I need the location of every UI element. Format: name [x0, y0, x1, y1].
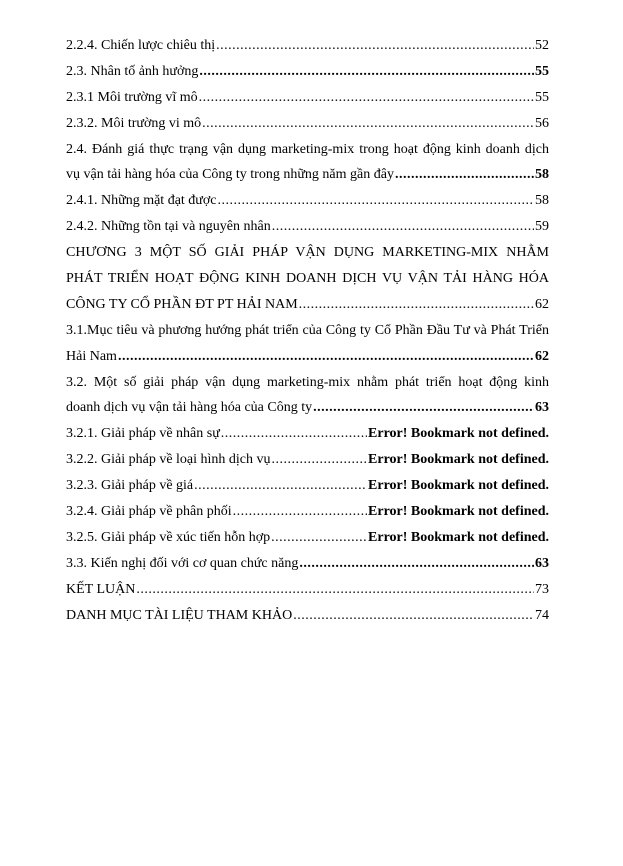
dot-leader	[199, 85, 534, 111]
toc-entry-chapter[interactable]	[66, 240, 549, 318]
toc-entry-title: DANH MỤC TÀI LIỆU THAM KHẢO	[66, 607, 293, 623]
toc-entry-title: 2.4.2. Những tồn tại và nguyên nhân	[66, 219, 271, 235]
dot-leader	[299, 551, 534, 577]
toc-entry-title-line: CHƯƠNG 3 MỘT SỐ GIẢI PHÁP VẬN DỤNG MARKETING-MIX NHẰM	[66, 245, 549, 261]
toc-page-error: Error! Bookmark not defined.	[368, 452, 549, 468]
toc-page-number: 58	[535, 193, 549, 209]
toc-page-number: 55	[535, 63, 549, 79]
toc-page-number: 73	[535, 581, 549, 597]
dot-leader	[272, 214, 534, 240]
toc-entry[interactable]	[66, 447, 549, 473]
toc-entry-title: 3.2.3. Giải pháp về giá	[66, 478, 194, 494]
toc-entry-title-line: PHÁT TRIỂN HOẠT ĐỘNG KINH DOANH DỊCH VỤ VẬN TẢI HÀNG HÓA	[66, 271, 549, 287]
toc-entry[interactable]	[66, 525, 549, 551]
toc-entry-title: KẾT LUẬN	[66, 581, 136, 597]
toc-entry[interactable]	[66, 370, 549, 422]
dot-leader	[272, 447, 368, 473]
dot-leader	[202, 111, 534, 137]
toc-entry[interactable]	[66, 421, 549, 447]
toc-page-number: 52	[535, 38, 549, 53]
dot-leader	[299, 292, 534, 318]
toc-entry[interactable]	[66, 111, 549, 137]
toc-entry[interactable]	[66, 137, 549, 189]
toc-entry-title: 2.3.1 Môi trường vĩ mô	[66, 89, 198, 105]
toc-page-error: Error! Bookmark not defined.	[368, 504, 549, 520]
toc-entry[interactable]	[66, 473, 549, 499]
toc-entry[interactable]	[66, 59, 549, 85]
dot-leader	[199, 59, 534, 85]
toc-entry-title: 2.2.4. Chiến lược chiêu thị	[66, 38, 216, 53]
toc-page-number: 62	[535, 296, 549, 312]
toc-entry[interactable]	[66, 499, 549, 525]
toc-entry-title: 3.3. Kiến nghị đối với cơ quan chức năng	[66, 555, 299, 571]
toc-page-number: 74	[535, 607, 549, 623]
toc-entry-title-line: vụ vận tải hàng hóa của Công ty trong những năm gần đây	[66, 167, 394, 183]
toc-entry-title: 2.3.2. Môi trường vi mô	[66, 115, 202, 131]
toc-entry[interactable]	[66, 188, 549, 214]
table-of-contents	[66, 33, 549, 628]
toc-entry[interactable]	[66, 577, 549, 603]
dot-leader	[233, 499, 367, 525]
toc-entry[interactable]	[66, 85, 549, 111]
toc-page-number: 63	[535, 400, 549, 416]
toc-entry-title-line: 3.2. Một số giải pháp vận dụng marketing-mix nhằm phát triển hoạt động kinh	[66, 374, 549, 390]
dot-leader	[293, 603, 534, 629]
toc-entry-title: 3.2.1. Giải pháp về nhân sự	[66, 426, 220, 442]
toc-page-number: 62	[535, 348, 549, 364]
toc-entry-title: 2.3. Nhân tố ảnh hưởng	[66, 63, 199, 79]
toc-entry-title: 2.4.1. Những mặt đạt được	[66, 193, 217, 209]
toc-page-number: 55	[535, 89, 549, 105]
toc-entry[interactable]	[66, 214, 549, 240]
toc-entry[interactable]	[66, 551, 549, 577]
toc-entry-title-line: 3.1.Mục tiêu và phương hướng phát triển của Công ty Cổ Phần Đầu Tư và Phát Triển	[66, 322, 549, 338]
toc-page-number: 56	[535, 115, 549, 131]
toc-page-number: 63	[535, 555, 549, 571]
dot-leader	[221, 421, 367, 447]
dot-leader	[136, 577, 534, 603]
dot-leader	[194, 473, 367, 499]
toc-page-error: Error! Bookmark not defined.	[368, 529, 549, 545]
toc-entry-title: 3.2.4. Giải pháp về phân phối	[66, 504, 232, 520]
dot-leader	[118, 344, 534, 370]
toc-entry[interactable]	[66, 603, 549, 629]
dot-leader	[218, 188, 535, 214]
toc-entry[interactable]	[66, 33, 549, 59]
toc-entry-title-line: Hải Nam	[66, 348, 117, 364]
toc-page-error: Error! Bookmark not defined.	[368, 426, 549, 442]
dot-leader	[395, 162, 534, 188]
dot-leader	[271, 525, 367, 551]
toc-entry[interactable]	[66, 318, 549, 370]
toc-entry-title: 3.2.5. Giải pháp về xúc tiến hỗn hợp	[66, 529, 271, 545]
toc-entry-title-line: 2.4. Đánh giá thực trạng vận dụng marketing-mix trong hoạt động kinh doanh dịch	[66, 141, 549, 157]
toc-entry-title: 3.2.2. Giải pháp về loại hình dịch vụ	[66, 452, 271, 468]
toc-page-number: 58	[535, 167, 549, 183]
toc-entry-title-line: CÔNG TY CỔ PHẦN ĐT PT HẢI NAM	[66, 296, 298, 312]
dot-leader	[313, 395, 534, 421]
toc-page-error: Error! Bookmark not defined.	[368, 478, 549, 494]
toc-entry-title-line: doanh dịch vụ vận tải hàng hóa của Công ty	[66, 400, 313, 416]
toc-page-number: 59	[535, 219, 549, 235]
dot-leader	[216, 33, 534, 59]
